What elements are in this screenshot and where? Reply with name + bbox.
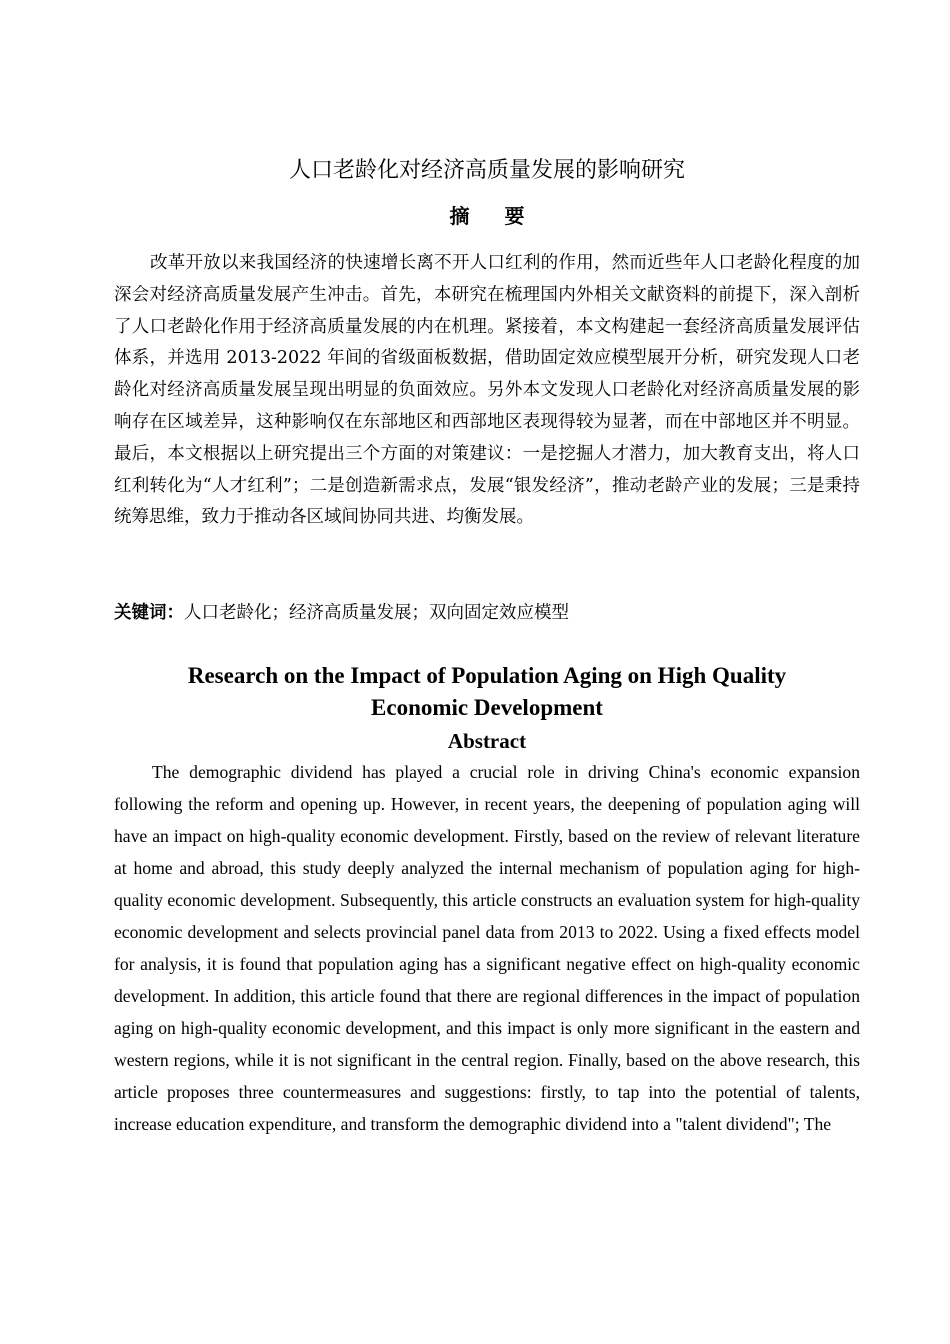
english-title: Research on the Impact of Population Aging on High Quality Economic Development (187, 663, 787, 720)
chinese-keywords (114, 598, 860, 628)
chinese-abstract-heading: 摘 要 (449, 204, 539, 228)
chinese-keywords-list: 人口老龄化；经济高质量发展；双向固定效应模型 (184, 603, 569, 623)
english-abstract-heading: Abstract (447, 729, 527, 753)
chinese-title: 人口老龄化对经济高质量发展的影响研究 (288, 158, 685, 183)
english-abstract-text: The demographic dividend has played a crucial role in driving China's economic expansion following the reform and opening up. However, in recent years, the deepening of population aging will have an impact on high-quality economic development. Firstly, based on the review of relevant literature at home and abroad, this study deeply analyzed the internal mechanism of population aging for high-quality economic development. Subsequently, this article constructs an evaluation system for high-quality economic development and selects provincial panel data from 2013 to 2022. Using a fixed effects model for analysis, it is found that population aging has a significant negative effect on high-quality economic development. In addition, this article found that there are regional differences in the impact of population aging on high-quality economic development, and this impact is only more significant in the eastern and western regions, while it is not significant in the central region. Finally, based on the above research, this article proposes three countermeasures and suggestions: firstly, to tap into the potential of talents, increase education expenditure, and transform the demographic dividend into a "talent dividend"; The (114, 762, 860, 1134)
chinese-abstract-text: 改革开放以来我国经济的快速增长离不开人口红利的作用，然而近些年人口老龄化程度的加深会对经济高质量发展产生冲击。首先，本研究在梳理国内外相关文献资料的前提下，深入剖析了人口老龄化作用于经济高质量发展的内在机理。紧接着，本文构建起一套经济高质量发展评估体系，并选用 2013-2022 年间的省级面板数据，借助固定效应模型展开分析，研究发现人口老龄化对经济高质量发展呈现出明显的负面效应。另外本文发现人口老龄化对经济高质量发展的影响存在区域差异，这种影响仅在东部地区和西部地区表现得较为显著，而在中部地区并不明显。最后，本文根据以上研究提出三个方面的对策建议：一是挖掘人才潜力，加大教育支出，将人口红利转化为“人才红利”；二是创造新需求点，发展“银发经济”，推动老龄产业的发展；三是秉持统筹思维，致力于推动各区域间协同共进、均衡发展。 (114, 253, 860, 528)
chinese-keywords-label: 关键词： (114, 603, 184, 623)
